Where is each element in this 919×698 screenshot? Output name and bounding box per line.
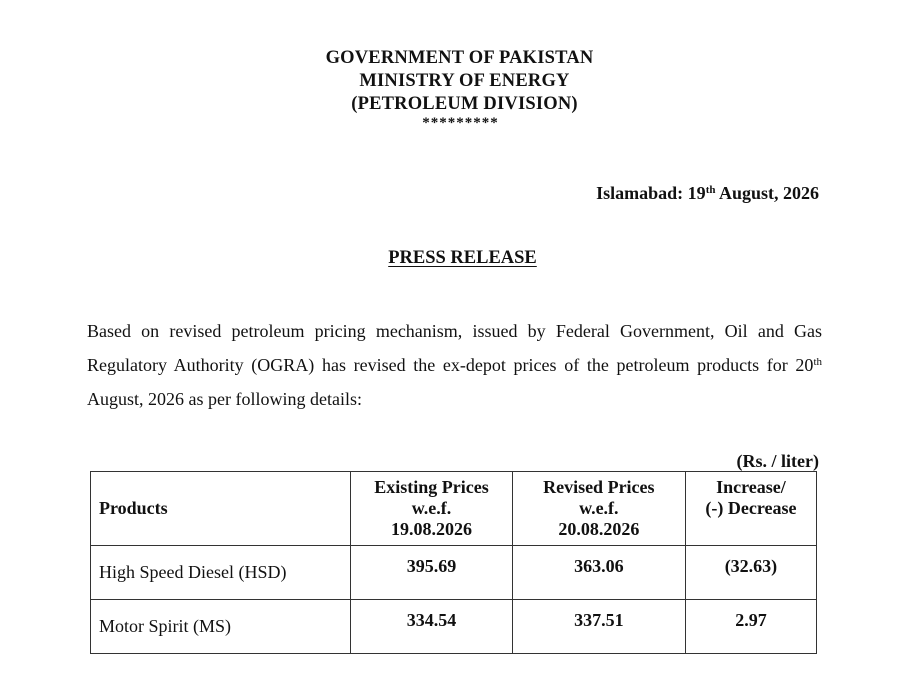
header-products: Products	[91, 472, 351, 546]
issue-date	[596, 182, 819, 204]
header-revised-prices	[512, 472, 685, 546]
header-revised-line1: Revised Prices	[543, 477, 655, 497]
product-name-ms: Motor Spirit (MS)	[91, 600, 351, 654]
header-change	[685, 472, 816, 546]
price-change-ms: 2.97	[685, 600, 816, 654]
header-existing-line1: Existing Prices	[374, 477, 489, 497]
separator-stars: *********	[422, 115, 499, 131]
letterhead	[0, 47, 919, 130]
price-table	[90, 471, 817, 654]
body-ordinal: th	[813, 356, 822, 368]
revised-price-ms: 337.51	[512, 600, 685, 654]
table-row	[91, 600, 817, 654]
header-existing-line2: w.e.f.	[411, 498, 452, 518]
table-header-row	[91, 472, 817, 546]
header-revised-line3: 20.08.2026	[558, 519, 640, 539]
existing-price-ms: 334.54	[351, 600, 513, 654]
ministry-heading: MINISTRY OF ENERGY	[359, 71, 570, 91]
header-change-line2: (-) Decrease	[705, 498, 797, 518]
press-release-title-wrap	[0, 248, 919, 269]
date-suffix: August, 2026	[715, 183, 819, 203]
header-existing-line3: 19.08.2026	[391, 519, 472, 539]
press-release-title: PRESS RELEASE	[388, 248, 537, 268]
division-heading: (PETROLEUM DIVISION)	[351, 94, 578, 114]
government-heading: GOVERNMENT OF PAKISTAN	[325, 48, 594, 68]
body-paragraph	[87, 314, 822, 416]
price-unit-label: (Rs. / liter)	[736, 451, 819, 471]
header-existing-prices	[351, 472, 513, 546]
existing-price-hsd: 395.69	[351, 546, 513, 600]
date-ordinal: th	[705, 184, 716, 196]
header-change-line1: Increase/	[716, 477, 786, 497]
body-text-part2: August, 2026 as per following details:	[87, 389, 362, 409]
header-revised-line2: w.e.f.	[579, 498, 619, 518]
table-row	[91, 546, 817, 600]
body-text-part1: Based on revised petroleum pricing mechanism, issued by Federal Government, Oil and Gas Regulatory Authority (OGRA) has revised the ex-depot prices of the petroleum products for 20	[87, 321, 822, 375]
price-change-hsd: (32.63)	[685, 546, 816, 600]
revised-price-hsd: 363.06	[512, 546, 685, 600]
product-name-hsd: High Speed Diesel (HSD)	[91, 546, 351, 600]
date-prefix: Islamabad: 19	[596, 183, 706, 203]
